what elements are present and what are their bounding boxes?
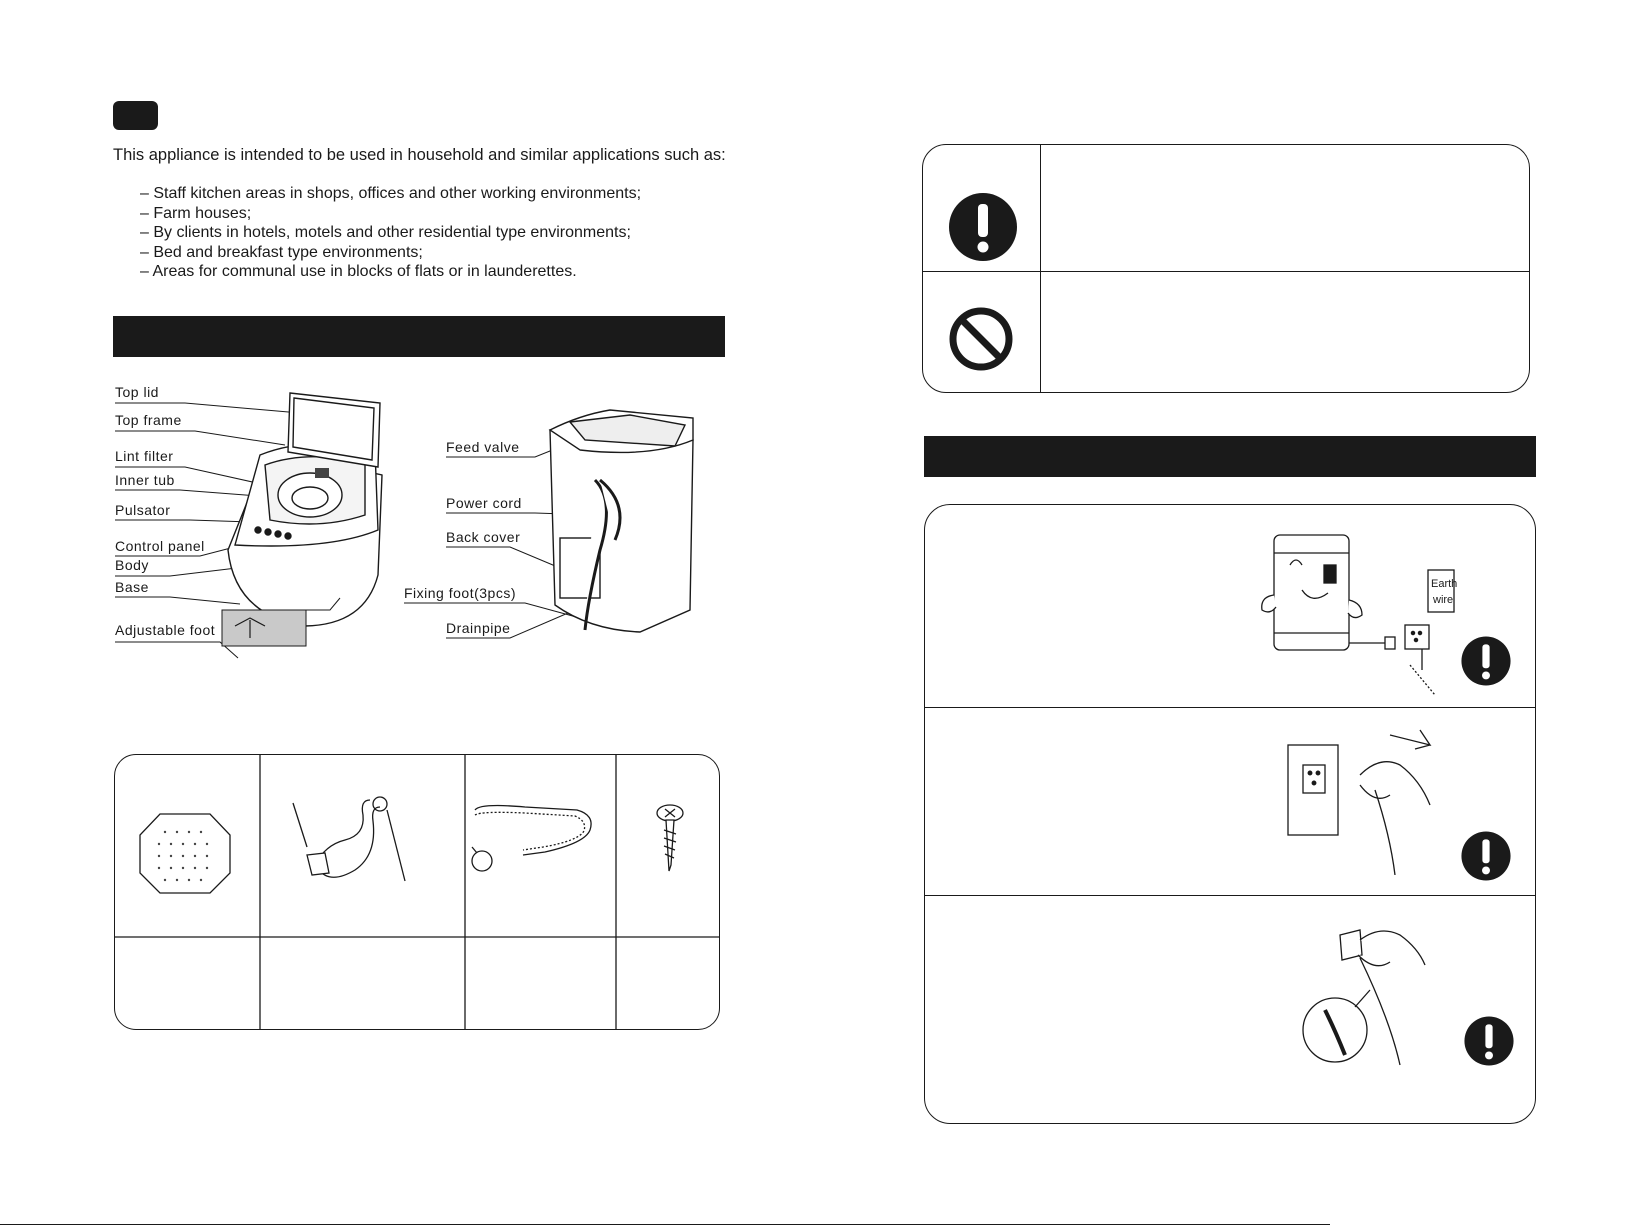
label-pulsator: Pulsator xyxy=(115,502,171,518)
damaged-cord-illustration xyxy=(1300,910,1460,1070)
label-back-cover: Back cover xyxy=(446,529,521,545)
wire-label: wire xyxy=(1433,594,1454,606)
prohibited-icon xyxy=(947,305,1015,373)
list-item: – Bed and breakfast type environments; xyxy=(140,243,423,261)
mandatory-icon xyxy=(947,191,1019,263)
parts-header-bar xyxy=(113,316,725,357)
label-top-lid: Top lid xyxy=(115,384,159,400)
screw-icon xyxy=(657,805,683,871)
parts-diagram xyxy=(110,380,740,680)
bottom-plate-icon xyxy=(140,814,230,893)
symbol-legend-table xyxy=(922,144,1530,393)
label-power-cord: Power cord xyxy=(446,495,522,511)
earth-wire-illustration xyxy=(1250,525,1480,695)
mandatory-icon xyxy=(1460,830,1512,882)
section-tab xyxy=(113,101,158,130)
label-drainpipe: Drainpipe xyxy=(446,620,511,636)
label-top-frame: Top frame xyxy=(115,412,182,428)
label-inner-tub: Inner tub xyxy=(115,472,175,488)
mandatory-icon xyxy=(1463,1015,1515,1067)
label-base: Base xyxy=(115,579,149,595)
label-feed-valve: Feed valve xyxy=(446,439,520,455)
safety-instructions-box xyxy=(924,504,1536,1124)
list-item: – Areas for communal use in blocks of flats or in launderettes. xyxy=(140,263,577,280)
inlet-hose-icon xyxy=(293,797,405,881)
safety-header-bar xyxy=(924,436,1536,477)
label-body: Body xyxy=(115,557,149,573)
earth-label: Earth xyxy=(1431,578,1458,590)
label-lint-filter: Lint filter xyxy=(115,448,174,464)
accessories-table xyxy=(114,754,720,1030)
uses-list xyxy=(140,184,641,282)
drain-hose-icon xyxy=(472,806,591,871)
list-item: – Staff kitchen areas in shops, offices and other working environments; xyxy=(140,185,642,202)
page-bottom-rule xyxy=(0,1224,1330,1225)
label-control-panel: Control panel xyxy=(115,538,205,554)
label-fixing-foot: Fixing foot(3pcs) xyxy=(404,585,516,601)
mandatory-icon xyxy=(1460,635,1512,687)
list-item: – Farm houses; xyxy=(140,204,252,222)
list-item: – By clients in hotels, motels and other residential type environments; xyxy=(140,224,631,241)
unplug-illustration xyxy=(1280,725,1460,875)
label-adjustable-foot: Adjustable foot xyxy=(115,622,216,638)
intro-text: This appliance is intended to be used in household and similar applications such as: xyxy=(113,146,726,164)
